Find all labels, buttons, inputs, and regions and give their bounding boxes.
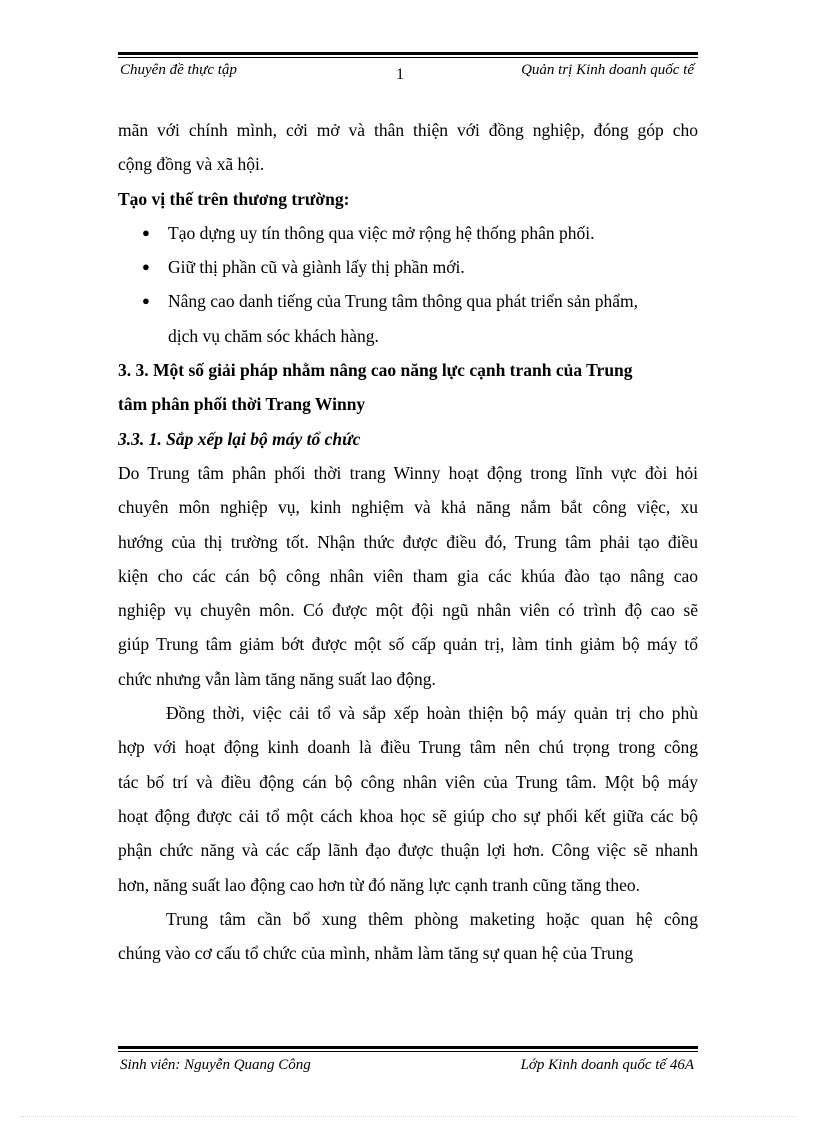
heading-market-position: Tạo vị thế trên thương trường: <box>118 188 350 209</box>
text-line: hướng của thị trường tốt. Nhận thức được điều đó, Trung tâm phải tạo điều <box>118 531 698 552</box>
section-heading: tâm phân phối thời Trang Winny <box>118 394 366 415</box>
page-number: 1 <box>396 66 404 83</box>
text-line: kiện cho các cán bộ công nhân viên tham gia các khúa đào tạo nâng cao <box>118 565 698 586</box>
list-item <box>118 284 698 318</box>
text-line: Do Trung tâm phân phối thời trang Winny hoạt động trong lĩnh vực đòi hỏi <box>118 462 698 483</box>
text-line: Trung tâm cần bổ xung thêm phòng maketing hoặc quan hệ công <box>166 908 698 929</box>
subsection-heading: 3.3. 1. Sắp xếp lại bộ máy tổ chức <box>118 428 361 449</box>
text-line: giúp Trung tâm giảm bớt được một số cấp quản trị, làm tinh giảm bộ máy tổ <box>118 634 698 655</box>
list-item-continuation: dịch vụ chăm sóc khách hàng. <box>168 325 379 346</box>
list-item <box>118 216 698 250</box>
text-line: chức nhưng vẫn làm tăng năng suất lao động. <box>118 668 436 689</box>
header-right: Quản trị Kinh doanh quốc tế <box>521 62 694 78</box>
list-item-text: Giữ thị phần cũ và giành lấy thị phần mới. <box>168 257 465 278</box>
list-item-text: Tạo dựng uy tín thông qua việc mở rộng hệ thống phân phối. <box>168 222 595 243</box>
text-line: hợp với hoạt động kinh doanh là điều Trung tâm nên chú trọng trong công <box>118 737 698 758</box>
text-line: hoạt động được cải tổ một cách khoa học sẽ giúp cho sự phối kết giữa các bộ <box>118 805 698 826</box>
text-line: cộng đồng và xã hội. <box>118 154 265 175</box>
footer-right: Lớp Kinh doanh quốc tế 46A <box>520 1057 694 1073</box>
text-line: tác bố trí và điều động cán bộ công nhân viên của Trung tâm. Một bộ máy <box>118 771 698 792</box>
header-left: Chuyên đề thực tập <box>120 62 237 78</box>
footer-rule <box>118 1046 698 1052</box>
text-line: nghiệp vụ chuyên môn. Có được một đội ngũ nhân viên có trình độ cao sẽ <box>118 600 698 621</box>
footer-left: Sinh viên: Nguyễn Quang Công <box>120 1057 311 1073</box>
text-line: chuyên môn nghiệp vụ, kinh nghiệm và khả năng nắm bắt công việc, xu <box>118 497 698 518</box>
text-line: mãn với chính mình, cởi mở và thân thiện với đồng nghiệp, đóng góp cho <box>118 120 698 140</box>
page-edge-divider <box>20 1116 796 1117</box>
bullet-icon: ● <box>142 224 150 240</box>
header-rule <box>118 52 698 58</box>
list-item-text: Nâng cao danh tiếng của Trung tâm thông qua phát triển sản phẩm, <box>168 291 638 312</box>
bullet-icon: ● <box>142 259 150 275</box>
text-line: Đồng thời, việc cải tổ và sắp xếp hoàn thiện bộ máy quản trị cho phù <box>166 703 698 724</box>
text-line: phận chức năng và các cấp lãnh đạo được thuận lợi hơn. Công việc sẽ nhanh <box>118 840 698 861</box>
text-line: hơn, năng suất lao động cao hơn từ đó năng lực cạnh tranh cũng tăng theo. <box>118 874 641 895</box>
body-text <box>118 113 698 970</box>
list-item <box>118 250 698 284</box>
text-line: chúng vào cơ cấu tổ chức của mình, nhằm làm tăng sự quan hệ của Trung <box>118 943 634 964</box>
bullet-icon: ● <box>142 293 150 309</box>
section-heading: 3. 3. Một số giải pháp nhằm nâng cao năng lực cạnh tranh của Trung <box>118 360 633 381</box>
